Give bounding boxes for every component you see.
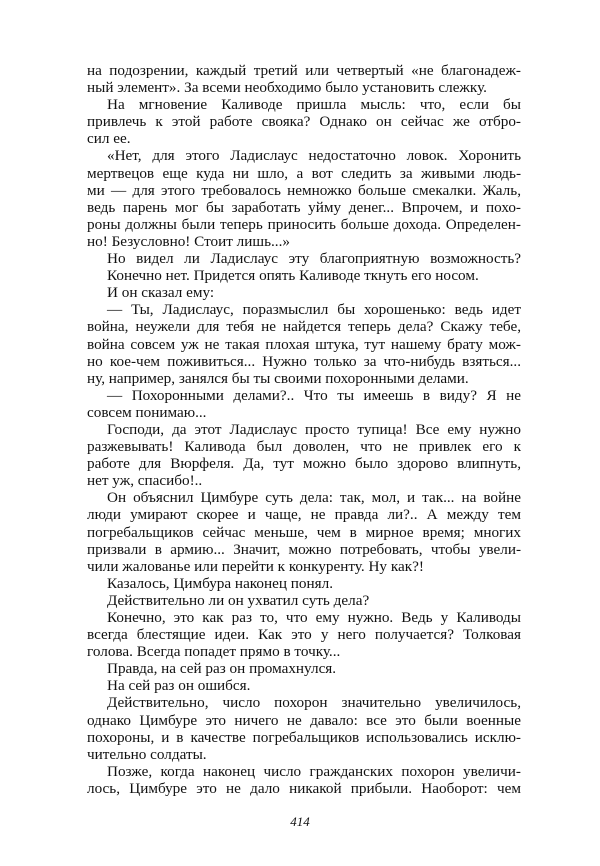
text-line: Он объяснил Цимбуре суть дела: так, мол, и так... на войне [107, 489, 521, 507]
text-line: Господи, да этот Ладислаус просто тупица! Все ему нужно [107, 420, 521, 438]
text-line: работе для Вюрфеля. Да, тут можно было здорово влипнуть, [87, 455, 521, 473]
text-line: разжевывать! Каливода был доволен, что не привлек его к [87, 438, 521, 456]
text-line: война, неужели для тебя не найдется теперь дела? Скажу тебе, [87, 318, 521, 336]
text-line: чительно солдаты. [87, 745, 207, 763]
text-line: всегда блестящие идеи. Как это у него получается? Толковая [87, 626, 521, 644]
text-line: призвали в армию... Значит, можно потребовать, чтобы увели- [87, 540, 521, 558]
text-line: роны должны были теперь приносить больше дохода. Определен- [87, 215, 521, 233]
text-line: лось, Цимбуре это не дало никакой прибыли. Наоборот: чем [87, 779, 521, 797]
text-line: люди умирают скорее и чаще, не правда ли?.. А между тем [87, 506, 521, 524]
text-line: ми — для этого требовалось немножко больше смекалки. Жаль, [87, 181, 521, 199]
text-line: — Похоронными делами?.. Что ты имеешь в виду? Я не [107, 386, 521, 404]
text-line: ну, например, занялся бы ты своими похоронными делами. [87, 369, 469, 387]
page-text [87, 62, 521, 797]
text-line: сил ее. [87, 130, 131, 148]
text-line: похороны, и в качестве погребальщиков использовались исклю- [87, 728, 521, 746]
text-line: Позже, когда наконец число гражданских похорон увеличи- [107, 762, 521, 780]
text-line: ведь парень мог бы заработать уйму денег... Впрочем, и похо- [87, 198, 521, 216]
page-number: 414 [290, 814, 310, 829]
text-line: голова. Всегда попадет прямо в точку... [87, 643, 341, 661]
text-line: но кое-чем поживиться... Нужно только за что-нибудь взяться... [87, 352, 521, 370]
text-line: Но видел ли Ладислаус эту благоприятную возможность? [107, 250, 521, 268]
text-line: привлечь к этой работе свояка? Однако он сейчас же отбро- [87, 113, 521, 131]
text-line: Казалось, Цимбура наконец понял. [107, 574, 334, 592]
text-line: «Нет, для этого Ладислаус недостаточно ловок. Хоронить [107, 147, 521, 165]
text-line: чили жалованье или перейти к конкуренту. Ну как?! [87, 557, 424, 575]
text-line: нет уж, спасибо!.. [87, 472, 203, 490]
text-line: совсем понимаю... [87, 403, 207, 421]
text-line: война совсем уж не такая плохая штука, тут нашему брату мож- [87, 335, 521, 353]
text-line: На сей раз он ошибся. [107, 677, 251, 695]
text-line: но! Безусловно! Стоит лишь...» [87, 232, 290, 250]
text-line: погребальщиков сейчас меньше, чем в мирное время; многих [87, 523, 521, 541]
text-line: однако Цимбуре это ничего не давало: все это были военные [87, 711, 521, 729]
text-line: на подозрении, каждый третий или четвертый «не благонадеж- [87, 62, 521, 79]
text-line: ный элемент». За всеми необходимо было установить слежку. [87, 79, 487, 97]
text-line: На мгновение Каливоде пришла мысль: что, если бы [107, 96, 521, 114]
text-line: Действительно ли он ухватил суть дела? [107, 591, 370, 609]
text-line: Конечно, это как раз то, что ему нужно. Ведь у Каливоды [107, 609, 521, 626]
text-line: мертвецов еще куда ни шло, а вот следить за живыми людь- [87, 164, 521, 182]
text-line: Действительно, число похорон значительно увеличилось, [107, 694, 521, 712]
text-line: Конечно нет. Придется опять Каливоде ткнуть его носом. [107, 267, 479, 285]
text-line: Правда, на сей раз он промахнулся. [107, 660, 337, 678]
text-line: — Ты, Ладислаус, поразмыслил бы хорошенько: ведь идет [107, 301, 521, 319]
text-line: И он сказал ему: [107, 284, 215, 302]
